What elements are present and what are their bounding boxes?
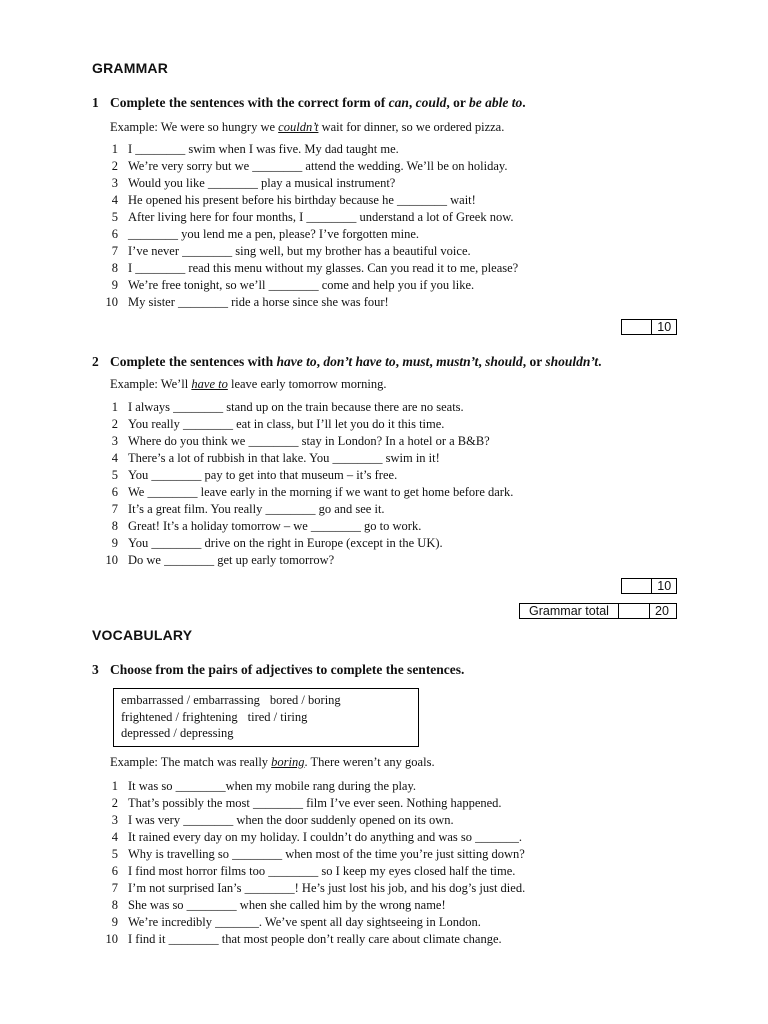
question-item <box>96 880 525 897</box>
question-item <box>96 552 513 569</box>
question-number: 3 <box>111 176 118 190</box>
question-text: ________ you lend me a pen, please? I’ve forgotten mine. <box>128 227 420 241</box>
question-item <box>96 260 518 277</box>
question-item <box>96 416 513 433</box>
word-pair: bored / boring <box>269 693 341 707</box>
question-number: 2 <box>111 159 118 173</box>
exercise-1-example <box>110 120 504 135</box>
keyword: be able to <box>469 95 523 110</box>
question-number: 4 <box>111 193 118 207</box>
question-item <box>96 795 525 812</box>
question-item <box>96 243 518 260</box>
question-number: 8 <box>111 519 118 533</box>
question-number: 3 <box>111 434 118 448</box>
question-text: After living here for four months, I ________ understand a lot of Greek now. <box>128 210 514 224</box>
instruction-text: Complete the sentences with the correct form of <box>110 95 389 110</box>
exercise-2-instruction <box>92 354 601 370</box>
question-number: 8 <box>111 898 118 912</box>
question-text: You ________ pay to get into that museum – it’s free. <box>128 468 398 482</box>
question-text: I find it ________ that most people don’t really care about climate change. <box>128 932 502 946</box>
question-number: 2 <box>111 796 118 810</box>
word-pair: embarrassed / embarrassing <box>121 693 260 707</box>
question-number: 1 <box>111 400 118 414</box>
question-number: 5 <box>111 468 118 482</box>
question-text: We’re very sorry but we ________ attend the wedding. We’ll be on holiday. <box>128 159 508 173</box>
exercise-3-number: 3 <box>92 662 99 677</box>
example-answer: boring <box>271 755 305 769</box>
question-number: 7 <box>111 881 118 895</box>
question-number: 4 <box>111 451 118 465</box>
example-text: . There weren’t any goals. <box>304 755 435 769</box>
word-pair: depressed / depressing <box>121 726 234 740</box>
grammar-heading: GRAMMAR <box>92 60 169 76</box>
word-box-row <box>121 725 418 742</box>
exercise-1-instruction <box>92 95 526 111</box>
question-item <box>96 226 518 243</box>
separator: , or <box>446 95 470 110</box>
example-text: Example: We were so hungry we <box>110 120 279 134</box>
question-item <box>96 433 513 450</box>
word-box-row <box>121 709 418 726</box>
question-item <box>96 501 513 518</box>
question-text: My sister ________ ride a horse since she was four! <box>128 295 389 309</box>
question-text: She was so ________ when she called him by the wrong name! <box>128 898 446 912</box>
exercise-3-example <box>110 755 435 770</box>
question-item <box>96 467 513 484</box>
exercise-1-items <box>96 141 518 311</box>
question-text: Why is travelling so ________ when most of the time you’re just sitting down? <box>128 847 525 861</box>
question-number: 9 <box>111 536 118 550</box>
question-item <box>96 897 525 914</box>
question-item <box>96 450 513 467</box>
vocabulary-heading: VOCABULARY <box>92 627 193 643</box>
question-text: You ________ drive on the right in Europe (except in the UK). <box>128 536 443 550</box>
question-item <box>96 518 513 535</box>
example-text: Example: The match was really <box>110 755 272 769</box>
question-number: 4 <box>111 830 118 844</box>
question-text: That’s possibly the most ________ film I’ve ever seen. Nothing happened. <box>128 796 502 810</box>
question-item <box>96 484 513 501</box>
question-text: We’re free tonight, so we’ll ________ come and help you if you like. <box>128 278 475 292</box>
exercise-2-score: 10 <box>657 579 672 593</box>
question-text: Would you like ________ play a musical instrument? <box>128 176 396 190</box>
question-number: 9 <box>111 915 118 929</box>
question-item <box>96 277 518 294</box>
word-box-row <box>121 692 418 709</box>
question-number: 7 <box>111 244 118 258</box>
question-number: 9 <box>111 278 118 292</box>
separator: , <box>316 354 324 369</box>
question-number: 6 <box>111 227 118 241</box>
question-number: 2 <box>111 417 118 431</box>
question-text: I’m not surprised Ian’s ________! He’s just lost his job, and his dog’s just died. <box>128 881 526 895</box>
question-number: 7 <box>111 502 118 516</box>
keyword: mustn’t <box>436 354 479 369</box>
keyword: must <box>402 354 430 369</box>
question-item <box>96 535 513 552</box>
example-answer: have to <box>191 377 228 391</box>
question-number: 10 <box>105 295 118 309</box>
example-text: Example: We’ll <box>110 377 192 391</box>
instruction-text: Complete the sentences with <box>110 354 277 369</box>
question-text: It’s a great film. You really ________ go and see it. <box>128 502 385 516</box>
question-number: 10 <box>105 553 118 567</box>
word-pair: frightened / frightening <box>121 709 238 724</box>
example-text: leave early tomorrow morning. <box>227 377 387 391</box>
example-text: wait for dinner, so we ordered pizza. <box>318 120 505 134</box>
exercise-1-number: 1 <box>92 95 99 110</box>
question-item <box>96 863 525 880</box>
score-blank <box>619 604 650 618</box>
exercise-1-score-box <box>621 319 677 335</box>
question-item <box>96 192 518 209</box>
keyword: could <box>415 95 447 110</box>
separator: , <box>395 354 403 369</box>
grammar-total-box <box>519 603 677 619</box>
separator: , <box>429 354 437 369</box>
question-item <box>96 931 525 948</box>
keyword: can <box>388 95 409 110</box>
keyword: don’t have to <box>323 354 396 369</box>
keyword: shouldn’t <box>545 354 599 369</box>
question-text: I find most horror films too ________ so I keep my eyes closed half the time. <box>128 864 516 878</box>
question-text: I always ________ stand up on the train because there are no seats. <box>128 400 464 414</box>
exercise-2-example <box>110 377 386 392</box>
question-text: I was very ________ when the door suddenly opened on its own. <box>128 813 454 827</box>
question-item <box>96 914 525 931</box>
adjective-word-box <box>113 688 419 747</box>
exercise-2-number: 2 <box>92 354 99 369</box>
question-text: There’s a lot of rubbish in that lake. You ________ swim in it! <box>128 451 440 465</box>
question-item <box>96 399 513 416</box>
question-text: Do we ________ get up early tomorrow? <box>128 553 335 567</box>
exercise-3-items <box>96 778 525 948</box>
question-number: 1 <box>111 142 118 156</box>
question-number: 5 <box>111 210 118 224</box>
exercise-1-score: 10 <box>657 320 672 334</box>
question-item <box>96 175 518 192</box>
grammar-total-label: Grammar total <box>520 604 619 618</box>
question-text: Great! It’s a holiday tomorrow – we ________ go to work. <box>128 519 422 533</box>
separator: . <box>598 354 602 369</box>
question-item <box>96 209 518 226</box>
question-item <box>96 778 525 795</box>
question-text: Where do you think we ________ stay in London? In a hotel or a B&B? <box>128 434 490 448</box>
score-blank <box>622 320 652 334</box>
instruction-text: Choose from the pairs of adjectives to complete the sentences. <box>110 662 465 677</box>
question-item <box>96 846 525 863</box>
question-text: We’re incredibly _______. We’ve spent all day sightseeing in London. <box>128 915 481 929</box>
question-number: 8 <box>111 261 118 275</box>
question-text: I ________ swim when I was five. My dad taught me. <box>128 142 399 156</box>
question-item <box>96 812 525 829</box>
separator: . <box>522 95 526 110</box>
exercise-2-items <box>96 399 513 569</box>
question-item <box>96 829 525 846</box>
question-number: 3 <box>111 813 118 827</box>
question-text: We ________ leave early in the morning if we want to get home before dark. <box>128 485 514 499</box>
question-text: It was so ________when my mobile rang during the play. <box>128 779 417 793</box>
question-text: I ________ read this menu without my glasses. Can you read it to me, please? <box>128 261 519 275</box>
question-text: You really ________ eat in class, but I’ll let you do it this time. <box>128 417 445 431</box>
question-item <box>96 294 518 311</box>
keyword: should <box>485 354 523 369</box>
question-text: He opened his present before his birthday because he ________ wait! <box>128 193 476 207</box>
question-number: 6 <box>111 485 118 499</box>
question-number: 10 <box>105 932 118 946</box>
question-number: 1 <box>111 779 118 793</box>
question-text: It rained every day on my holiday. I couldn’t do anything and was so _______. <box>128 830 523 844</box>
separator: , or <box>522 354 546 369</box>
question-item <box>96 158 518 175</box>
word-pair: tired / tiring <box>247 709 308 724</box>
exercise-2-score-box <box>621 578 677 594</box>
score-blank <box>622 579 652 593</box>
separator: , <box>478 354 486 369</box>
example-answer: couldn’t <box>278 120 319 134</box>
keyword: have to <box>276 354 317 369</box>
question-number: 6 <box>111 864 118 878</box>
question-number: 5 <box>111 847 118 861</box>
separator: , <box>408 95 416 110</box>
grammar-total-score: 20 <box>655 604 669 618</box>
exercise-3-instruction <box>92 662 464 678</box>
question-text: I’ve never ________ sing well, but my brother has a beautiful voice. <box>128 244 471 258</box>
question-item <box>96 141 518 158</box>
